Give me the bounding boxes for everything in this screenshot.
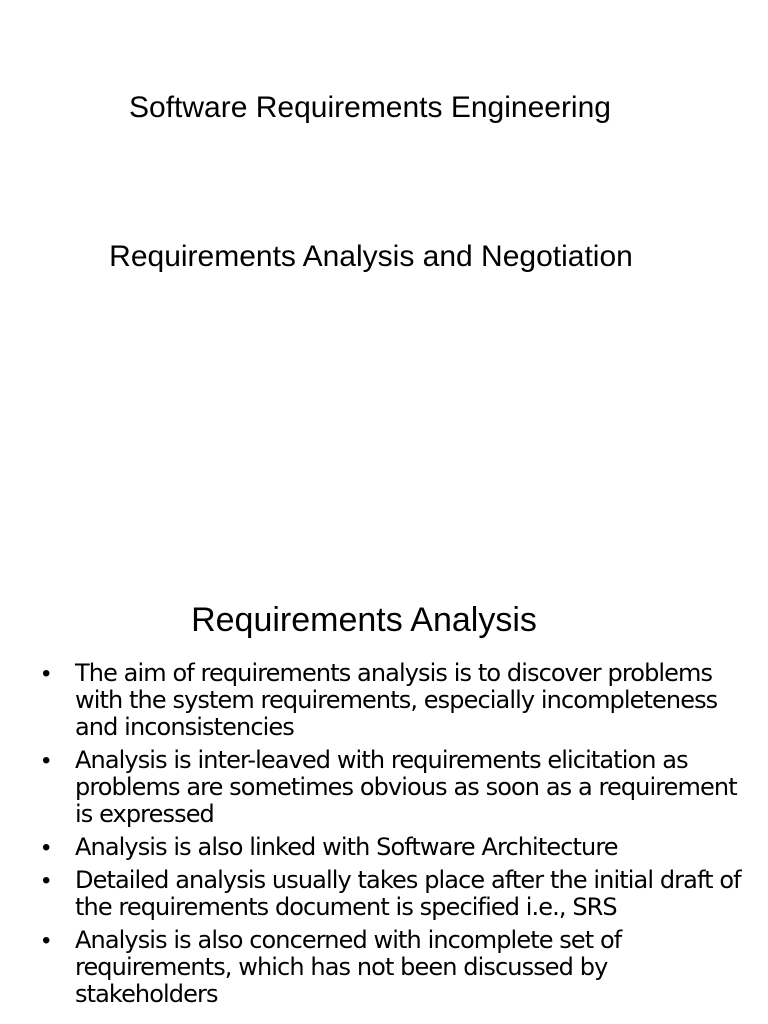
bullet-dot-icon: • — [42, 867, 50, 894]
bullet-text: Detailed analysis usually takes place after the initial draft of the requirements document is specified i.e., SRS — [75, 866, 741, 921]
bullet-item — [0, 927, 768, 1008]
bullet-item — [0, 747, 768, 828]
bullet-dot-icon: • — [42, 660, 50, 687]
bullet-dot-icon: • — [42, 747, 50, 774]
bullet-text: The aim of requirements analysis is to discover problems with the system requirements, especially incompleteness and inconsistencies — [75, 659, 718, 741]
slide-heading: Requirements Analysis — [191, 601, 537, 639]
bullet-item — [0, 660, 768, 741]
bullet-text: Analysis is also linked with Software Architecture — [75, 833, 618, 861]
bullet-item — [0, 834, 768, 861]
slide-requirements-analysis — [0, 576, 768, 1024]
bullet-text: Analysis is inter-leaved with requirements elicitation as problems are sometimes obvious as soon as a requirement is expressed — [75, 746, 737, 828]
presentation-subtitle: Requirements Analysis and Negotiation — [109, 240, 633, 273]
bullet-dot-icon: • — [42, 834, 50, 861]
bullet-dot-icon: • — [42, 927, 50, 954]
presentation-title: Software Requirements Engineering — [129, 91, 611, 124]
bullet-item — [0, 867, 768, 921]
bullet-list — [0, 660, 768, 1014]
bullet-text: Analysis is also concerned with incomplete set of requirements, which has not been discussed by stakeholders — [75, 926, 622, 1008]
